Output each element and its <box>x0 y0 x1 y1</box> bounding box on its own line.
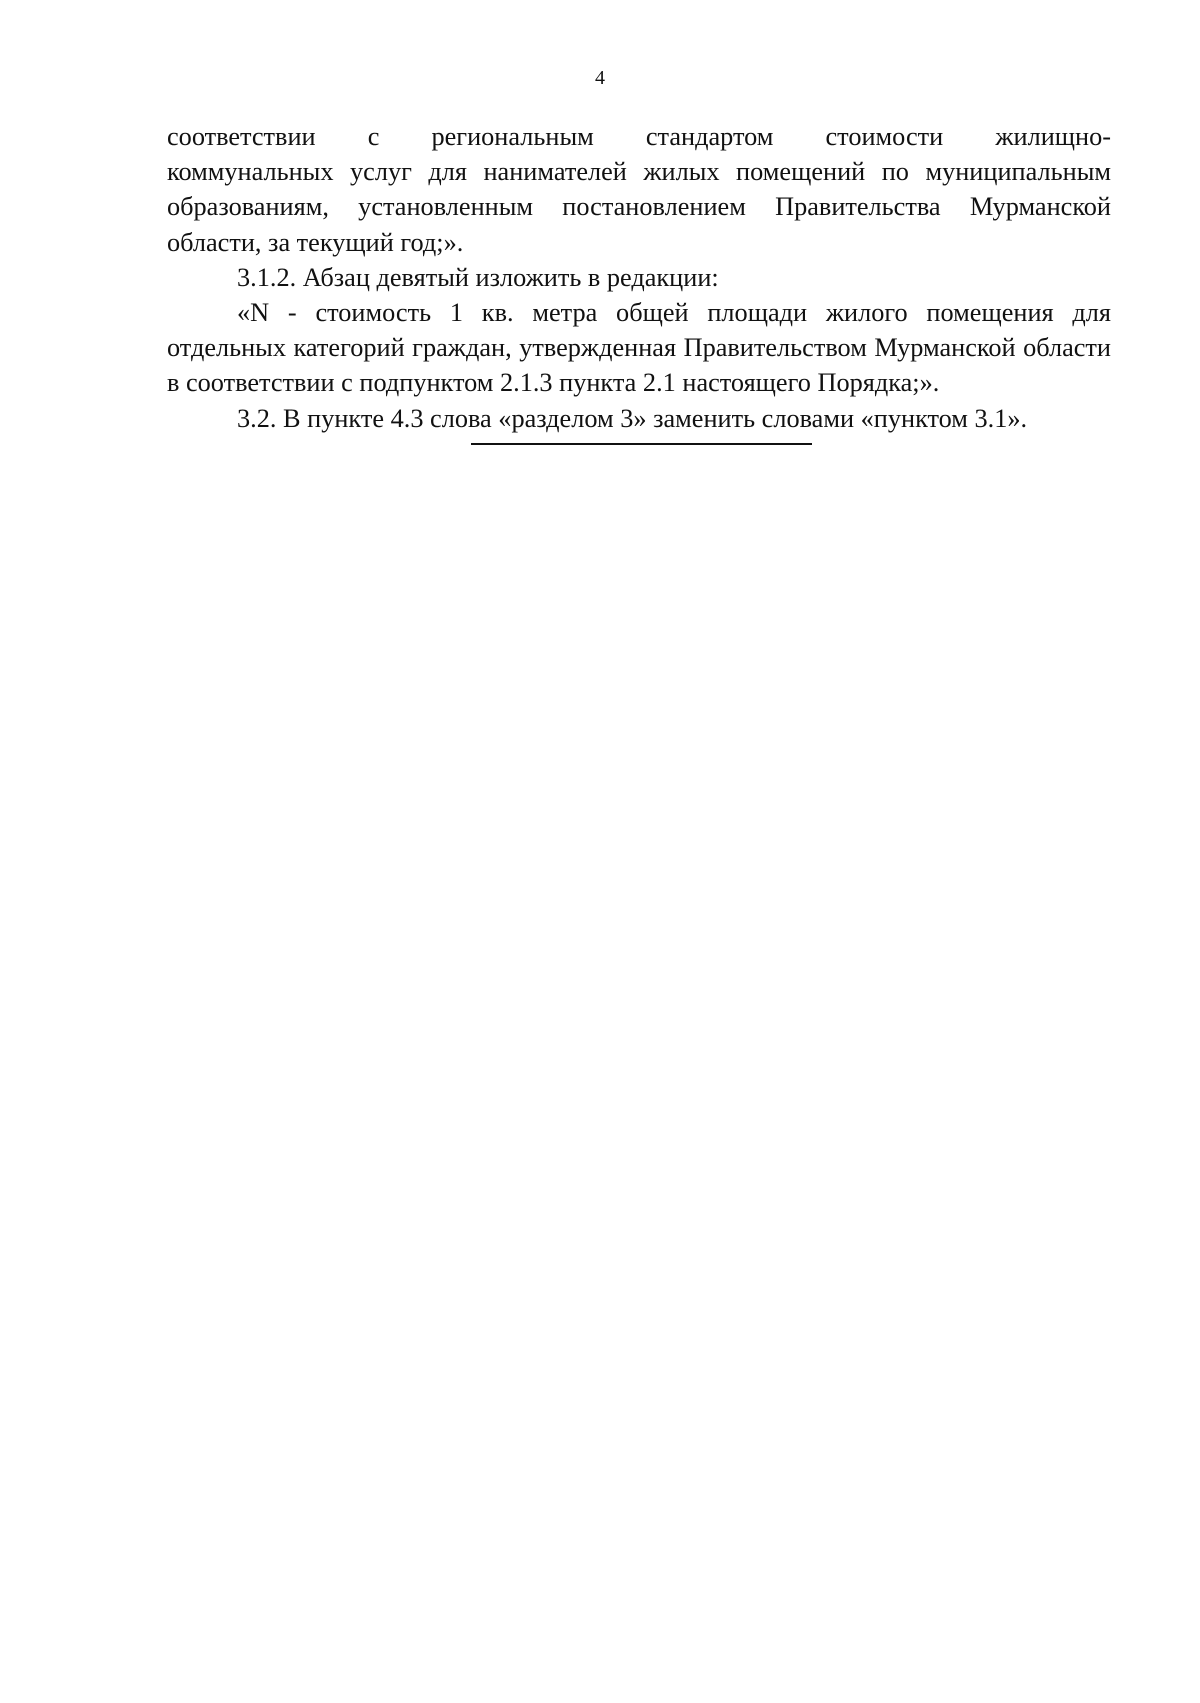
paragraph-item-3-1-2: 3.1.2. Абзац девятый изложить в редакции: <box>237 262 719 292</box>
paragraph-quote-n-definition: «N - стоимость 1 кв. метра общей площади жилого помещения для отдельных категорий граждан, утвержденная Правительством Мурманской области в соответствии с подпунктом 2.1.3 пункта 2.1 настоящего Порядка;». <box>167 298 1111 398</box>
end-divider-line <box>471 443 812 445</box>
paragraph-item-3-2: 3.2. В пункте 4.3 слова «разделом 3» заменить словами «пунктом 3.1». <box>237 403 1028 433</box>
document-body <box>167 119 1111 436</box>
paragraph-intro-continuation: коммунальных услуг для нанимателей жилых помещений по муниципальным образованиям, установленным постановлением Правительства Мурманской области, за текущий год;». <box>167 157 1111 257</box>
page-number: 4 <box>595 67 605 89</box>
paragraph-intro-first-line: соответствии с региональным стандартом стоимости жилищно- <box>167 122 1111 151</box>
